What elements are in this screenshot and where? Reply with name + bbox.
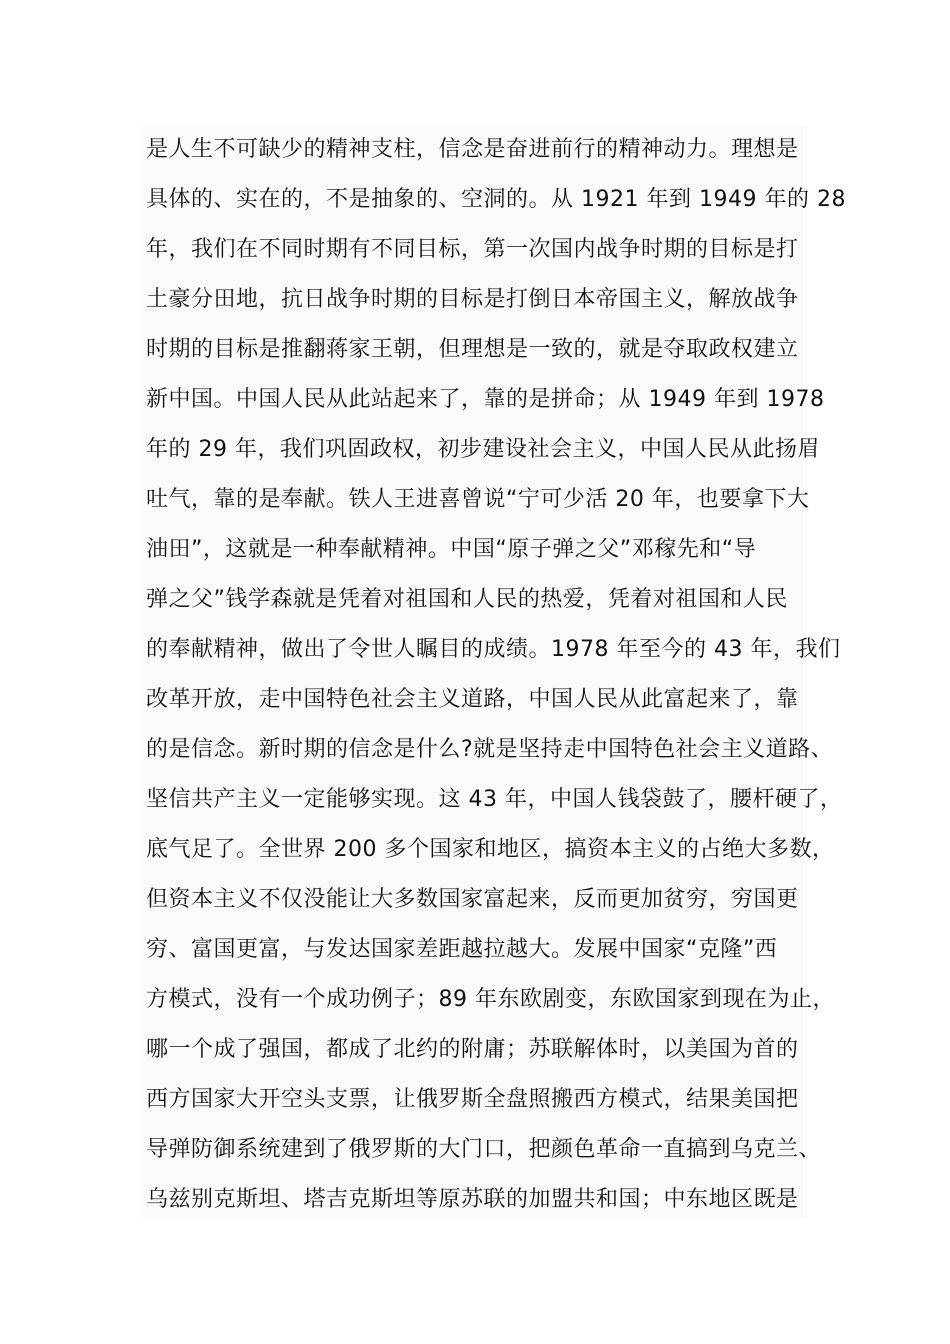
paragraph-line-13: 的是信念。新时期的信念是什么?就是坚持走中国特色社会主义道路、 (146, 737, 834, 762)
paragraph-line-14: 坚信共产主义一定能够实现。这 43 年，中国人钱袋鼓了，腰杆硬了， (146, 787, 843, 812)
paragraph-line-6: 新中国。中国人民从此站起来了，靠的是拼命；从 1949 年到 1978 (146, 387, 825, 412)
paragraph-line-15: 底气足了。全世界 200 多个国家和地区，搞资本主义的占绝大多数， (146, 837, 835, 862)
paragraph-line-7: 年的 29 年，我们巩固政权，初步建设社会主义，中国人民从此扬眉 (146, 437, 820, 462)
paragraph-line-3: 年，我们在不同时期有不同目标，第一次国内战争时期的目标是打 (146, 237, 799, 262)
paragraph-line-19: 哪一个成了强国，都成了北约的附庸；苏联解体时，以美国为首的 (146, 1037, 799, 1062)
paragraph-line-21: 导弹防御系统建到了俄罗斯的大门口，把颜色革命一直搞到乌克兰、 (146, 1137, 822, 1162)
paragraph-line-1: 是人生不可缺少的精神支柱，信念是奋进前行的精神动力。理想是 (146, 137, 799, 162)
paragraph-line-16: 但资本主义不仅没能让大多数国家富起来，反而更加贫穷，穷国更 (146, 887, 799, 912)
paragraph-line-22: 乌兹别克斯坦、塔吉克斯坦等原苏联的加盟共和国；中东地区既是 (146, 1187, 799, 1212)
paragraph-line-9: 油田”，这就是一种奉献精神。中国“原子弹之父”邓稼先和“导 (146, 537, 757, 562)
paragraph-line-17: 穷、富国更富，与发达国家差距越拉越大。发展中国家“克隆”西 (146, 937, 778, 962)
paragraph-line-10: 弹之父”钱学森就是凭着对祖国和人民的热爱，凭着对祖国和人民 (146, 587, 788, 612)
paragraph-line-2: 具体的、实在的，不是抽象的、空洞的。从 1921 年到 1949 年的 28 (146, 187, 846, 212)
paragraph-line-8: 吐气，靠的是奉献。铁人王进喜曾说“宁可少活 20 年，也要拿下大 (146, 487, 810, 512)
paragraph-line-18: 方模式，没有一个成功例子；89 年东欧剧变，东欧国家到现在为止， (146, 987, 835, 1012)
paragraph-line-5: 时期的目标是推翻蒋家王朝，但理想是一致的，就是夺取政权建立 (146, 337, 799, 362)
paragraph-line-12: 改革开放，走中国特色社会主义道路，中国人民从此富起来了，靠 (146, 687, 799, 712)
paragraph-line-20: 西方国家大开空头支票，让俄罗斯全盘照搬西方模式，结果美国把 (146, 1087, 799, 1112)
paragraph-line-4: 土豪分田地，抗日战争时期的目标是打倒日本帝国主义，解放战争 (146, 287, 799, 312)
paragraph-line-11: 的奉献精神，做出了令世人瞩目的成绩。1978 年至今的 43 年，我们 (146, 637, 841, 662)
